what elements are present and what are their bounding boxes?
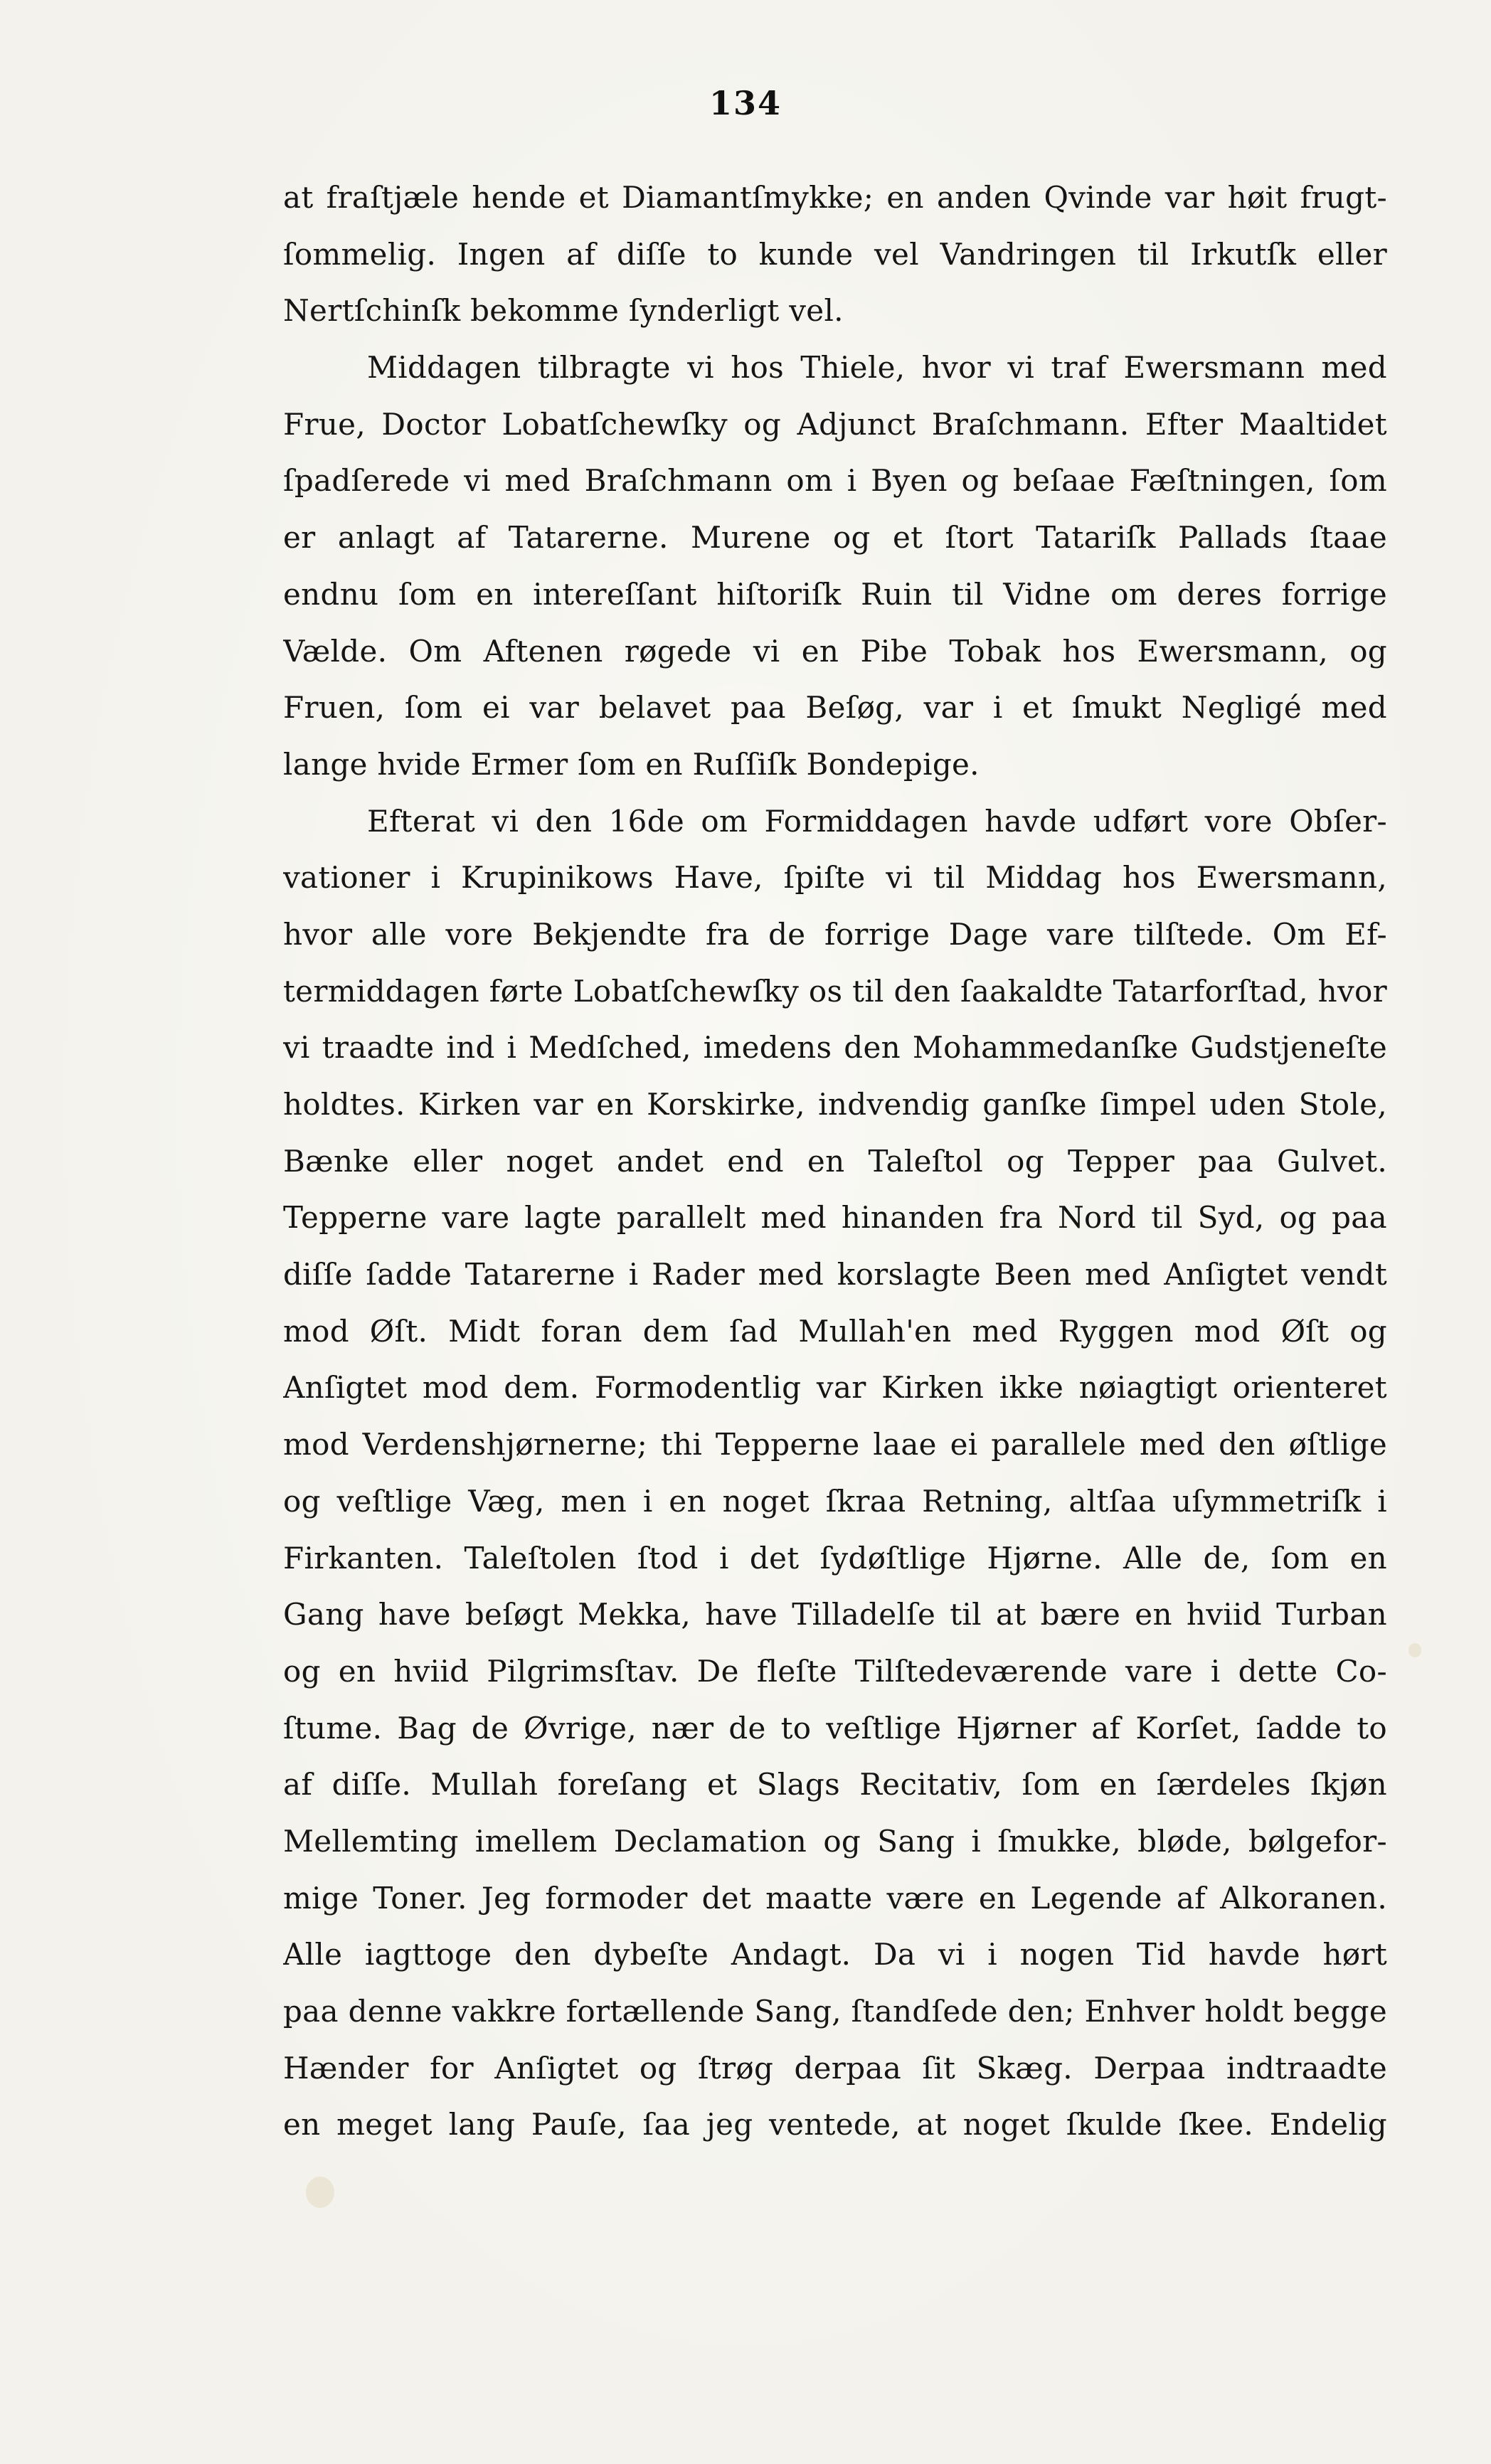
- text-line: hvor alle vore Bekjendte fra de forrige Dage vare tilſtede. Om Ef-: [283, 916, 1387, 952]
- paper-stain: [1408, 1643, 1421, 1657]
- paper-stain: [306, 2177, 334, 2208]
- body-text: [283, 169, 1387, 2153]
- text-line: mod Øſt. Midt foran dem ſad Mullah'en med Ryggen mod Øſt og: [283, 1313, 1387, 1349]
- text-line: vi traadte ind i Medſched, imedens den Mohammedanſke Gudstjeneſte: [283, 1030, 1387, 1066]
- text-line: er anlagt af Tatarerne. Murene og et ſtort Tatariſk Pallads ſtaae: [283, 520, 1387, 556]
- page-number: 134: [709, 84, 782, 122]
- paragraph: [283, 169, 1387, 339]
- text-line: termiddagen førte Lobatſchewſky os til den ſaakaldte Tatarforſtad, hvor: [283, 973, 1387, 1009]
- text-line: Tepperne vare lagte parallelt med hinanden fra Nord til Syd, og paa: [283, 1200, 1387, 1236]
- text-line: Middagen tilbragte vi hos Thiele, hvor vi traf Ewersmann med: [367, 350, 1387, 386]
- text-line: Vælde. Om Aftenen røgede vi en Pibe Tobak hos Ewersmann, og: [283, 633, 1387, 669]
- text-line: Hænder for Anſigtet og ſtrøg derpaa ſit Skæg. Derpaa indtraadte: [283, 2050, 1387, 2086]
- text-line: ſommelig. Ingen af diſſe to kunde vel Vandringen til Irkutſk eller: [283, 236, 1387, 272]
- text-line: at fraſtjæle hende et Diamantſmykke; en anden Qvinde var høit frugt-: [283, 180, 1387, 215]
- text-line: Mellemting imellem Declamation og Sang i ſmukke, bløde, bølgefor-: [283, 1823, 1387, 1859]
- text-line: endnu ſom en intereſſant hiſtoriſk Ruin til Vidne om deres forrige: [283, 576, 1387, 612]
- text-line: Bænke eller noget andet end en Taleſtol og Tepper paa Gulvet.: [283, 1143, 1387, 1179]
- paragraph: [283, 339, 1387, 793]
- text-line: paa denne vakkre fortællende Sang, ſtandſede den; Enhver holdt begge: [283, 1994, 1387, 2029]
- paragraph: [283, 793, 1387, 2154]
- text-line: Nertſchinſk bekomme ſynderligt vel.: [283, 293, 844, 329]
- text-line: vationer i Krupinikows Have, ſpiſte vi til Middag hos Ewersmann,: [283, 860, 1387, 896]
- text-line: mige Toner. Jeg formoder det maatte være en Legende af Alkoranen.: [283, 1880, 1387, 1916]
- text-line: Fruen, ſom ei var belavet paa Beſøg, var i et ſmukt Negligé med: [283, 690, 1387, 726]
- text-line: Frue, Doctor Lobatſchewſky og Adjunct Braſchmann. Efter Maaltidet: [283, 406, 1387, 442]
- text-line: lange hvide Ermer ſom en Ruſſiſk Bondepige.: [283, 746, 980, 782]
- text-line: Efterat vi den 16de om Formiddagen havde udført vore Obſer-: [367, 803, 1387, 839]
- text-line: Alle iagttoge den dybeſte Andagt. Da vi i nogen Tid havde hørt: [283, 1937, 1387, 1972]
- text-line: ſpadſerede vi med Braſchmann om i Byen og beſaae Fæſtningen, ſom: [283, 463, 1387, 499]
- text-line: Anſigtet mod dem. Formodentlig var Kirken ikke nøiagtigt orienteret: [283, 1370, 1387, 1406]
- text-line: diſſe ſadde Tatarerne i Rader med korslagte Been med Anſigtet vendt: [283, 1257, 1387, 1292]
- text-line: ſtume. Bag de Øvrige, nær de to veſtlige Hjørner af Korſet, ſadde to: [283, 1710, 1387, 1746]
- text-line: Firkanten. Taleſtolen ſtod i det ſydøſtlige Hjørne. Alle de, ſom en: [283, 1540, 1387, 1576]
- text-line: og veſtlige Væg, men i en noget ſkraa Retning, altſaa uſymmetriſk i: [283, 1483, 1387, 1519]
- text-line: holdtes. Kirken var en Korskirke, indvendig ganſke ſimpel uden Stole,: [283, 1087, 1387, 1122]
- text-line: Gang have beſøgt Mekka, have Tilladelſe til at bære en hviid Turban: [283, 1597, 1387, 1632]
- text-line: en meget lang Pauſe, ſaa jeg ventede, at noget ſkulde ſkee. Endelig: [283, 2107, 1387, 2142]
- text-line: af diſſe. Mullah foreſang et Slags Recitativ, ſom en ſærdeles ſkjøn: [283, 1767, 1387, 1802]
- text-line: mod Verdenshjørnerne; thi Tepperne laae ei parallele med den øſtlige: [283, 1427, 1387, 1462]
- text-line: og en hviid Pilgrimsſtav. De fleſte Tilſtedeværende vare i dette Co-: [283, 1653, 1387, 1689]
